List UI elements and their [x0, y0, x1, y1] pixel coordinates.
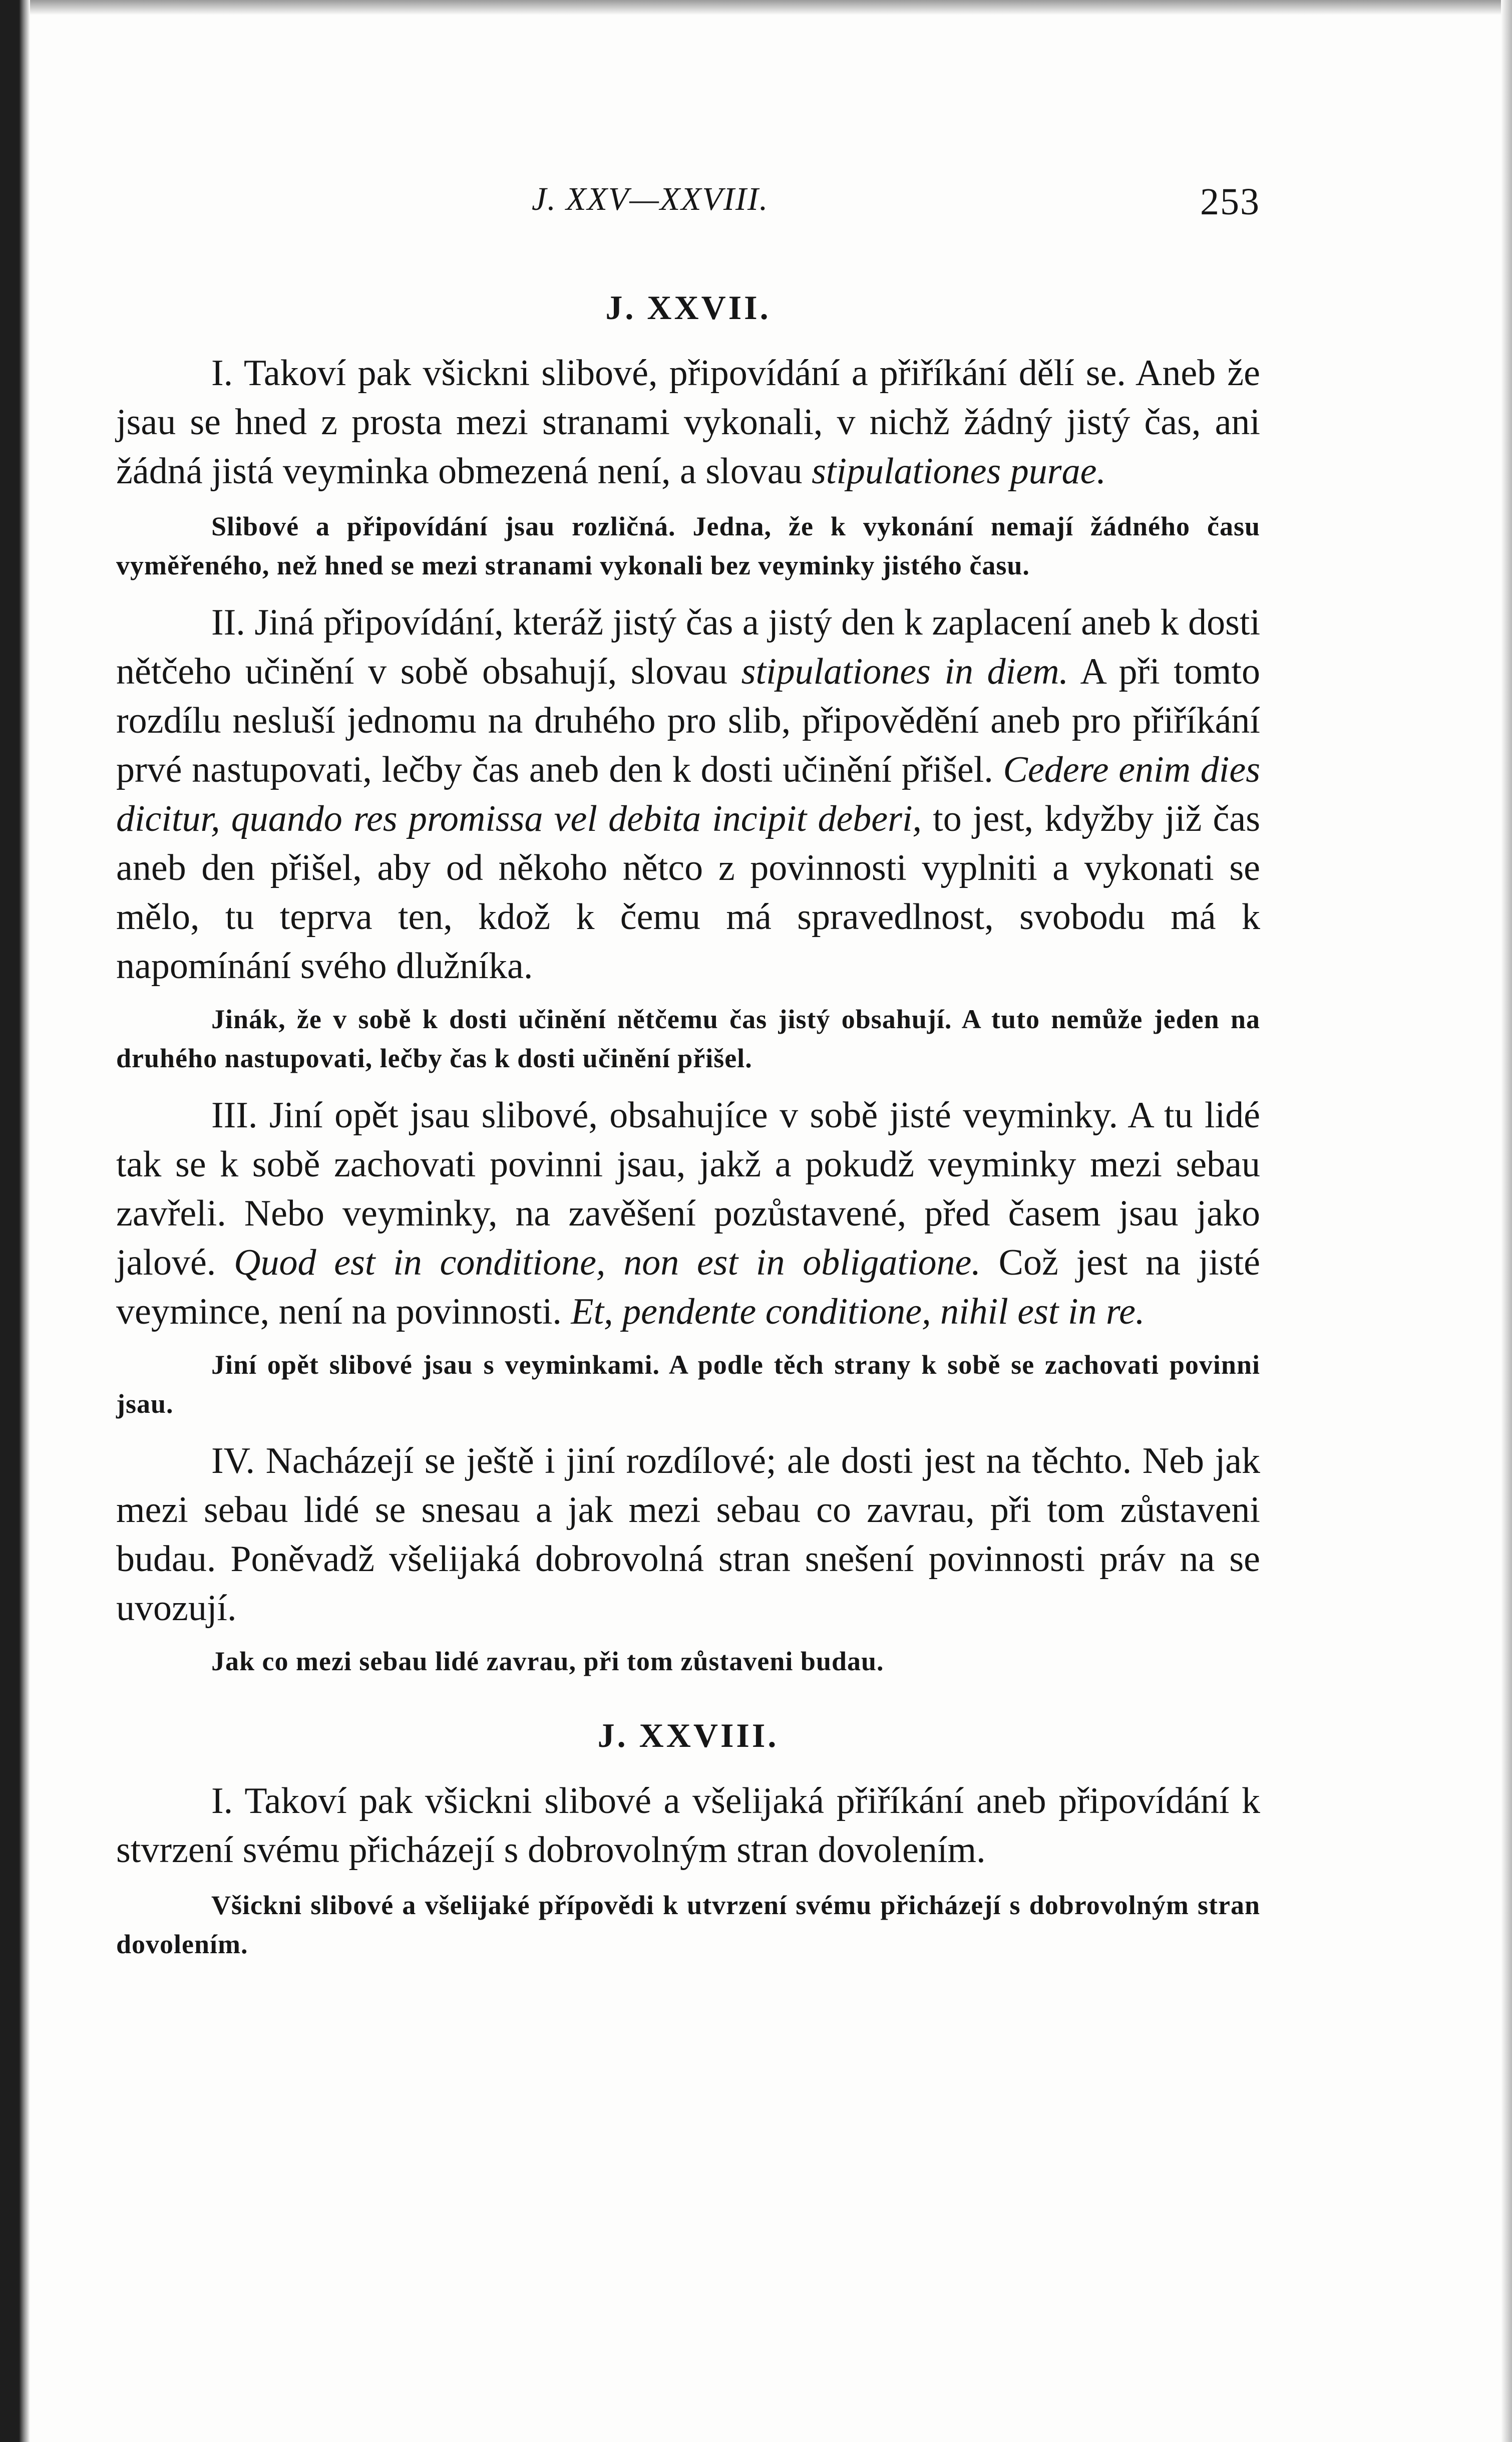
section-heading-xxvii: J. XXVII.: [605, 288, 771, 327]
running-head: [116, 180, 1260, 235]
paragraph-ii-text-b: A při tomto rozdílu nesluší jednomu na druhého pro slib, připovědění aneb pro přiříkání prvé nastupovati, lečby čas aneb den k dosti učinění přišel.: [116, 651, 1260, 790]
latin-phrase: Et, pendente conditione, nihil est in re.: [571, 1291, 1145, 1332]
running-head-title: J. XXV—XXVIII.: [532, 181, 769, 217]
paragraph-iii: [116, 1091, 1260, 1336]
latin-phrase: stipulationes in diem.: [741, 651, 1069, 692]
scan-edge-left: [0, 0, 30, 2442]
note-i: Slibové a připovídání jsau rozličná. Jedna, že k vykonání nemají žádného času vyměřeného, než hned se mezi stranami vykonali bez veyminky jistého času.: [116, 511, 1260, 580]
paragraph-i-text: I. Takoví pak všickni slibové, připovídání a přiříkání dělí se. Aneb že jsau se hned z prosta mezi stranami vykonali, v nichž žádný jistý čas, ani žádná jistá veyminka obmezená není, a slovau: [116, 353, 1260, 492]
paragraph-iv: IV. Nacházejí se ještě i jiní rozdílové; ale dosti jest na těchto. Neb jak mezi sebau lidé se snesau a jak mezi sebau co zavrau, při tom zůstaveni budau. Poněvadž všelijaká dobrovolná stran snešení povinnosti práv na se uvozují.: [116, 1440, 1260, 1629]
latin-phrase: Quod est in conditione, non est in obligatione.: [234, 1242, 981, 1283]
section-heading-xxviii: J. XXVIII.: [597, 1716, 779, 1754]
paragraph-xxviii-i: I. Takoví pak všickni slibové a všelijaká přiříkání aneb připovídání k stvrzení svému přicházejí s dobrovolným stran dovolením.: [116, 1780, 1260, 1871]
paragraph-i: [116, 349, 1260, 496]
scan-edge-right: [1501, 0, 1512, 2442]
note-iii: Jiní opět slibové jsau s veyminkami. A podle těch strany k sobě se zachovati povinni jsau.: [116, 1350, 1260, 1419]
scan-edge-top: [0, 0, 1512, 15]
latin-phrase: stipulationes purae.: [812, 451, 1106, 492]
note-ii: Jinák, že v sobě k dosti učinění nětčemu čas jistý obsahují. A tuto nemůže jeden na druhého nastupovati, lečby čas k dosti učinění přišel.: [116, 1004, 1260, 1073]
paragraph-ii-text-c: to jest, kdyžby již čas aneb den přišel, aby od někoho nětco z povinnosti vyplniti a vykonati se mělo, tu teprva ten, kdož k čemu má spravedlnost, svobodu má k napomínání svého dlužníka.: [116, 798, 1260, 987]
paragraph-ii: [116, 598, 1260, 991]
paragraph-iii-text-b: Což jest na jisté veymince, není na povinnosti.: [116, 1242, 1260, 1332]
note-iv: Jak co mezi sebau lidé zavrau, při tom zůstaveni budau.: [211, 1646, 884, 1676]
page-number: 253: [1200, 181, 1260, 223]
page-body: [116, 180, 1260, 1964]
latin-phrase: Cedere enim dies dicitur, quando res promissa vel debita incipit deberi,: [116, 749, 1260, 839]
note-xxviii-i: Všickni slibové a všelijaké přípovědi k utvrzení svému přicházejí s dobrovolným stran dovolením.: [116, 1890, 1260, 1959]
paragraph-iii-text-a: III. Jiní opět jsau slibové, obsahujíce v sobě jisté veyminky. A tu lidé tak se k sobě zachovati povinni jsau, jakž a pokudž veyminky mezi sebau zavřeli. Nebo veyminky, na zavěšení pozůstavené, před časem jsau jako jalové.: [116, 1095, 1260, 1283]
paragraph-ii-text-a: II. Jiná připovídání, kteráž jistý čas a jistý den k zaplacení aneb k dosti nětčeho učinění v sobě obsahují, slovau: [116, 602, 1260, 692]
